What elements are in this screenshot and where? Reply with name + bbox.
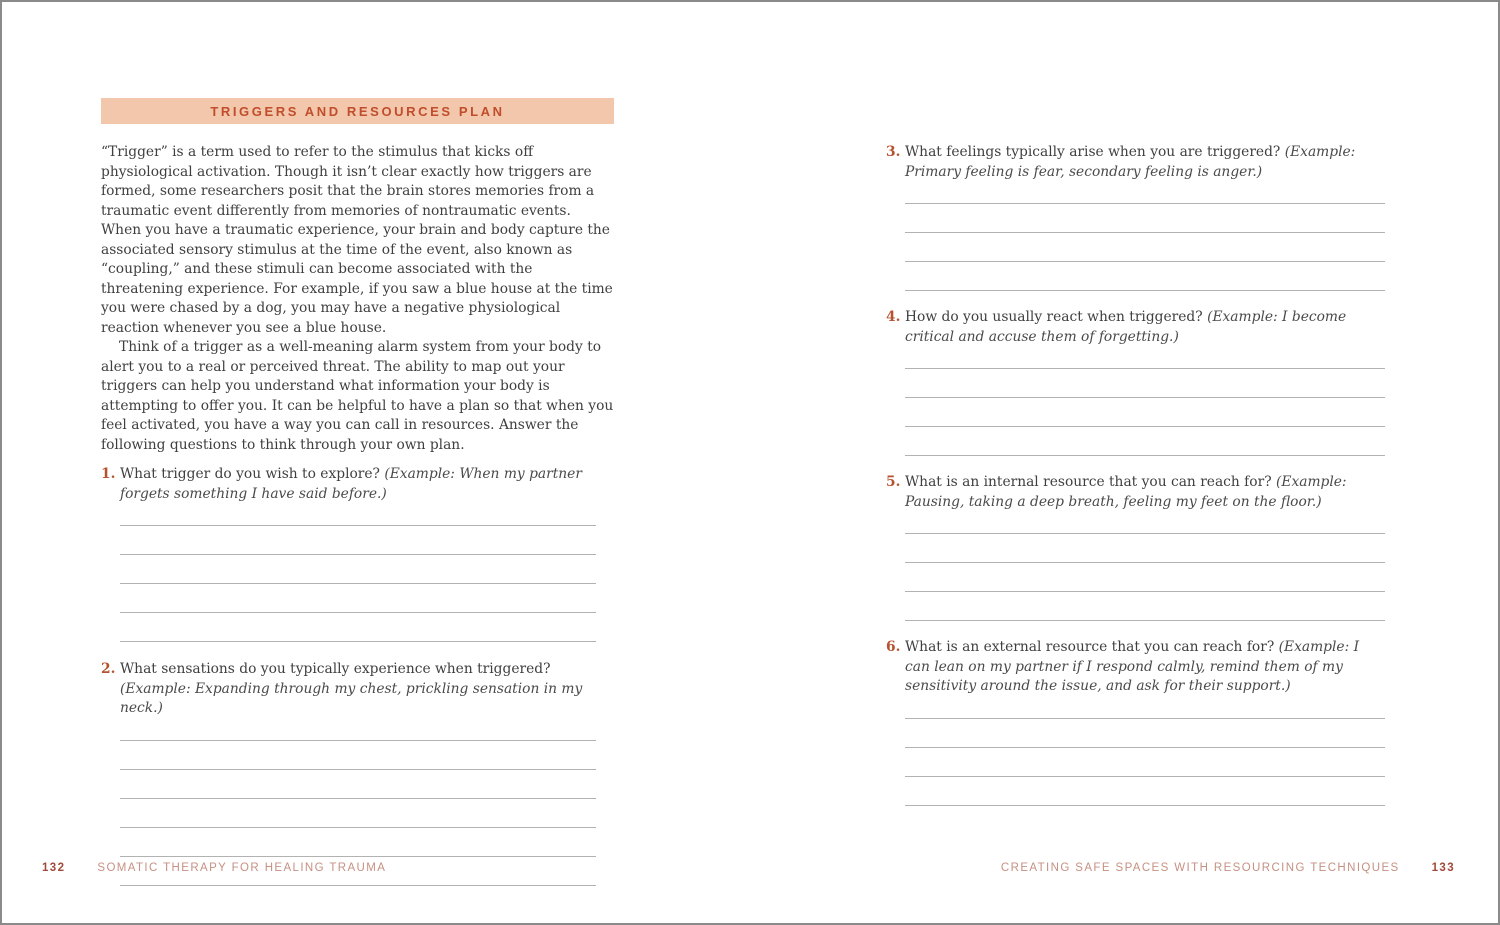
answer-line <box>905 697 1385 719</box>
left-page-column <box>101 98 614 886</box>
right-page-column <box>886 143 1385 806</box>
question-6 <box>886 638 1385 806</box>
question-3-text <box>905 143 1385 182</box>
question-4-answer-lines <box>905 347 1385 456</box>
intro-text <box>101 143 614 455</box>
answer-line <box>120 719 596 741</box>
question-6-prompt: What is an external resource that you can reach for? <box>905 639 1275 655</box>
answer-line <box>120 770 596 799</box>
question-2-example: (Example: Expanding through my chest, prickling sensation in my neck.) <box>120 680 583 716</box>
question-5 <box>886 473 1385 621</box>
question-6-text <box>905 638 1385 697</box>
intro-paragraph-1: “Trigger” is a term used to refer to the stimulus that kicks off physiological activation. Though it isn’t clear exactly how triggers are formed, some researchers posit that the brain stores memories from a traumatic event differently from memories of nontraumatic events. When you have a traumatic experience, your brain and body capture the associated sensory stimulus at the time of the event, also known as “coupling,” and these stimuli can become associated with the threatening experience. For example, if you saw a blue house at the time you were chased by a dog, you may have a negative physiological reaction whenever you see a blue house. <box>101 144 613 336</box>
answer-line <box>905 592 1385 621</box>
answer-line <box>120 828 596 857</box>
question-2-prompt: What sensations do you typically experience when triggered? <box>120 661 551 677</box>
question-4-number: 4. <box>886 309 901 325</box>
question-5-answer-lines <box>905 512 1385 621</box>
answer-line <box>905 398 1385 427</box>
intro-paragraph-2: Think of a trigger as a well-meaning alarm system from your body to alert you to a real or perceived threat. The ability to map out your triggers can help you understand what information your body is attempting to offer you. It can be helpful to have a plan so that when you feel activated, you have a way you can call in resources. Answer the following questions to think through your own plan. <box>101 339 614 453</box>
question-5-prompt: What is an internal resource that you can reach for? <box>905 474 1272 490</box>
question-3-number: 3. <box>886 144 901 160</box>
answer-line <box>905 777 1385 806</box>
question-1-prompt: What trigger do you wish to explore? <box>120 466 380 482</box>
question-1-text <box>120 465 614 504</box>
question-1-number: 1. <box>101 466 116 482</box>
answer-line <box>905 534 1385 563</box>
answer-line <box>905 748 1385 777</box>
section-banner <box>101 98 614 124</box>
answer-line <box>120 504 596 526</box>
question-3-answer-lines <box>905 182 1385 291</box>
answer-line <box>120 555 596 584</box>
question-6-number: 6. <box>886 639 901 655</box>
answer-line <box>905 204 1385 233</box>
question-5-number: 5. <box>886 474 901 490</box>
answer-line <box>120 799 596 828</box>
answer-line <box>905 719 1385 748</box>
question-4-prompt: How do you usually react when triggered? <box>905 309 1203 325</box>
question-1-answer-lines <box>120 504 596 642</box>
question-3-prompt: What feelings typically arise when you are triggered? <box>905 144 1281 160</box>
answer-line <box>905 233 1385 262</box>
answer-line <box>905 182 1385 204</box>
question-3-example: (Example: Primary feeling is fear, secondary feeling is anger.) <box>905 144 1356 180</box>
chapter-title: CREATING SAFE SPACES WITH RESOURCING TECHNIQUES <box>1000 862 1400 874</box>
question-5-text <box>905 473 1385 512</box>
question-6-answer-lines <box>905 697 1385 806</box>
answer-line <box>905 427 1385 456</box>
left-page-footer <box>42 862 386 874</box>
question-5-example: (Example: Pausing, taking a deep breath, feeling my feet on the floor.) <box>905 474 1347 510</box>
answer-line <box>905 262 1385 291</box>
section-title: TRIGGERS AND RESOURCES PLAN <box>210 103 505 119</box>
question-2-number: 2. <box>101 661 116 677</box>
answer-line <box>905 369 1385 398</box>
question-6-example: (Example: I can lean on my partner if I respond calmly, remind them of my sensitivity around the issue, and ask for their support.) <box>905 639 1360 694</box>
left-page-number: 132 <box>42 862 66 874</box>
question-2 <box>101 660 614 886</box>
answer-line <box>120 741 596 770</box>
right-page-number: 133 <box>1431 862 1455 874</box>
question-1 <box>101 465 614 642</box>
question-4-text <box>905 308 1385 347</box>
question-1-example: (Example: When my partner forgets something I have said before.) <box>120 466 582 502</box>
question-4-example: (Example: I become critical and accuse them of forgetting.) <box>905 309 1347 345</box>
answer-line <box>120 584 596 613</box>
question-3 <box>886 143 1385 291</box>
question-4 <box>886 308 1385 456</box>
answer-line <box>120 526 596 555</box>
question-2-text <box>120 660 614 719</box>
answer-line <box>905 347 1385 369</box>
answer-line <box>905 512 1385 534</box>
right-page-footer <box>1001 862 1455 874</box>
answer-line <box>905 563 1385 592</box>
question-2-answer-lines <box>120 719 596 886</box>
book-title: SOMATIC THERAPY FOR HEALING TRAUMA <box>97 862 387 874</box>
answer-line <box>120 613 596 642</box>
